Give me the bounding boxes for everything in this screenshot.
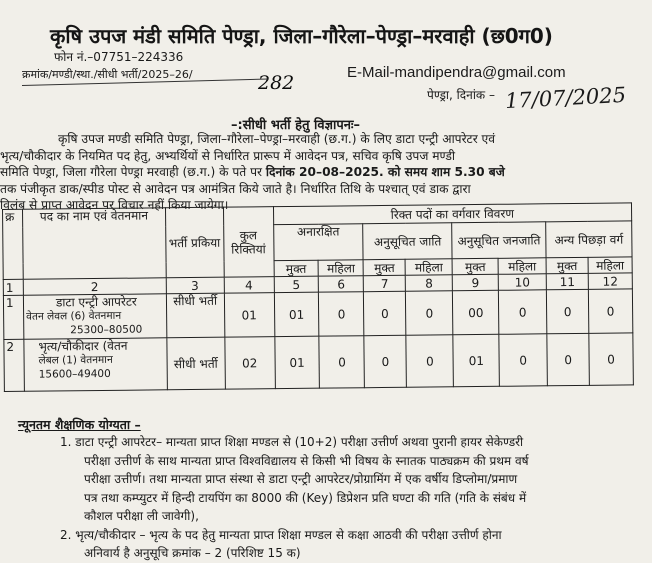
post-name: भृत्य/चौकीदार (वेतन [38, 338, 128, 354]
vacancy-table [2, 202, 634, 392]
notice-line: कृषि उपज मण्डी समिति पेण्ड्रा, जिला–गौरेला–पेण्ड्रा–मरवाही (छ.ग.) के लिए डाटा एन्ट्री आपरेटर एवं [58, 132, 496, 146]
qualification-line: परीक्षा उत्तीर्ण के साथ मान्यता प्राप्त विश्वविद्यालय से किसी भी विषय के स्नातक पाठ्यक्रम की प्रथम वर्ष [84, 453, 529, 468]
reference-label: क्रमांक/मण्डी/स्था./सीधी भर्ती/2025–26/ [22, 68, 193, 81]
qualification-line: 2. भृत्य/चौकीदार – भृत्य के पद हेतु मान्यता प्राप्त शिक्षा मण्डल से कक्षा आठवी की परीक्षा उत्तीर्ण होना [60, 527, 502, 542]
row-value: 0 [499, 290, 547, 334]
date-value: 17/07/2025 [504, 82, 627, 114]
row-value: 0 [406, 291, 453, 335]
table-row [3, 289, 632, 340]
notice-line [0, 164, 652, 181]
office-phone: फोन नं.–07751–224336 [54, 50, 184, 64]
qualification-line: कौशल परीक्षा ली जावेगी), [84, 509, 199, 523]
row-value: 01 [274, 292, 319, 336]
qualification-line: अनिवार्य है अनुसूचि क्रमांक – 2 (परिशिष्ट 15 क) [84, 546, 301, 560]
th-open: मुक्त [452, 258, 498, 274]
qualification-heading: न्यूनतम शैक्षणिक योग्यता – [18, 417, 141, 432]
th-total: कुल रिक्तियां [223, 207, 274, 278]
row-sr: 2 [4, 339, 25, 391]
th-unreserved: अनारक्षित [273, 224, 363, 261]
col-number: 11 [546, 273, 588, 289]
th-open: मुक्त [546, 257, 588, 273]
office-email: E-Mail-mandipendra@gmail.com [347, 64, 566, 81]
row-value: 0 [406, 335, 453, 387]
qualification-line: परीक्षा उत्तीर्ण। तथा मान्यता प्राप्त संस्था से डाटा एन्ट्री आपरेटर/प्रोग्रामिंग में एक वर्षीय डिप्लोमा/प्रमाण [84, 472, 518, 486]
post-pay-level: लेबल (1) वेतनमान [38, 353, 113, 367]
col-number: 9 [452, 274, 498, 290]
row-value: 0 [364, 335, 406, 387]
th-open: मुक्त [363, 259, 405, 275]
post-pay-range: 25300–80500 [70, 323, 143, 337]
col-number: 10 [498, 274, 546, 291]
row-value: 0 [546, 289, 588, 333]
th-open: मुक्त [274, 260, 319, 276]
col-number: 1 [3, 279, 23, 295]
col-number: 7 [364, 275, 406, 291]
th-sc: अनुसूचित जाति [363, 223, 452, 260]
qualification-list [0, 433, 652, 563]
notice-paragraph [0, 131, 652, 214]
notice-line-text: समिति पेण्ड्रा, जिला गौरेला पेण्ड्रा मरवाही (छ.ग.) के पते पर [0, 165, 262, 179]
reference-number: 282 [258, 72, 295, 94]
row-post [24, 338, 167, 391]
col-number: 12 [588, 273, 632, 289]
th-sr: क्र [3, 209, 24, 279]
col-number: 8 [406, 275, 453, 291]
th-women: महिला [318, 260, 363, 276]
row-value: 0 [547, 333, 589, 385]
row-value: 0 [588, 289, 632, 333]
row-value: 00 [453, 290, 499, 334]
th-women: महिला [588, 257, 632, 273]
row-sr: 1 [3, 295, 23, 339]
post-pay-range: 15600–49400 [38, 367, 111, 381]
row-value: 0 [364, 291, 406, 335]
th-post: पद का नाम एवं वेतनमान [22, 208, 165, 279]
qualification-line: 1. डाटा एन्ट्री आपरेटर– मान्यता प्राप्त शिक्षा मण्डल से (10+2) परीक्षा उत्तीर्ण अथवा पुरानी हायर सेकेण्डरी [60, 435, 524, 449]
th-obc: अन्य पिछड़ा वर्ग [546, 221, 632, 258]
row-total: 01 [224, 293, 274, 338]
table-row [4, 333, 634, 392]
notice-line: भृत्य/चौकीदार के नियमित पद हेतु, अभ्यर्थियों से निर्धारित प्रारूप में आवेदन पत्र, सचिव कृषि उपज मण्डी [0, 148, 455, 163]
row-recruitment: सीधी भर्ती [167, 337, 225, 390]
th-category-title: रिक्त पदों का वर्गवार विवरण [273, 203, 632, 225]
col-number: 3 [166, 277, 224, 294]
th-recruitment: भर्ती प्रकिया [165, 207, 224, 278]
th-women: महिला [405, 259, 452, 275]
row-value: 0 [319, 336, 364, 388]
th-women: महिला [498, 258, 546, 275]
notice-line: विलंब से प्राप्त आवेदन पर विचार नहीं किया जायेगा। [0, 198, 229, 212]
row-value: 0 [589, 333, 634, 385]
th-st: अनुसूचित जनजाति [452, 222, 546, 259]
notice-line: तक पंजीकृत डाक/स्पीड पोस्ट से आवेदन पत्र आमंत्रित किये जाते है। निर्धारित तिथि के पश्चात् एवं डाक द्वारा [0, 181, 471, 196]
row-post [23, 294, 166, 339]
office-title: कृषि उपज मंडी समिति पेण्ड्रा, जिला–गौरेला–पेण्ड्रा–मरवाही (छ0ग0) [50, 24, 553, 48]
post-pay-level: वेतन लेवल (6) वेतनमान [26, 309, 122, 323]
notice-heading: –:सीधी भर्ती हेतु विज्ञापनः– [231, 118, 361, 133]
col-number: 4 [224, 277, 274, 294]
qualification-line: पत्र तथा कम्प्युटर में हिन्दी टायपिंग का 8000 की (Key) डिप्रेशन प्रति घण्टा की गति (गति के संबंध में [84, 490, 527, 505]
date-label: पेण्ड्रा, दिनांक – [427, 88, 495, 102]
row-recruitment: सीधी भर्ती [166, 293, 224, 338]
row-value: 0 [499, 334, 547, 386]
notice-deadline: दिनांक 20–08–2025. को समय शाम 5.30 बजे [265, 165, 505, 179]
col-number: 5 [274, 276, 319, 292]
row-total: 02 [224, 337, 274, 390]
post-name: डाटा एन्ट्री आपरेटर [55, 294, 137, 310]
row-value: 01 [274, 336, 319, 388]
row-value: 01 [453, 334, 499, 386]
col-number: 2 [23, 278, 166, 295]
col-number: 6 [319, 276, 364, 292]
row-value: 0 [319, 292, 364, 336]
